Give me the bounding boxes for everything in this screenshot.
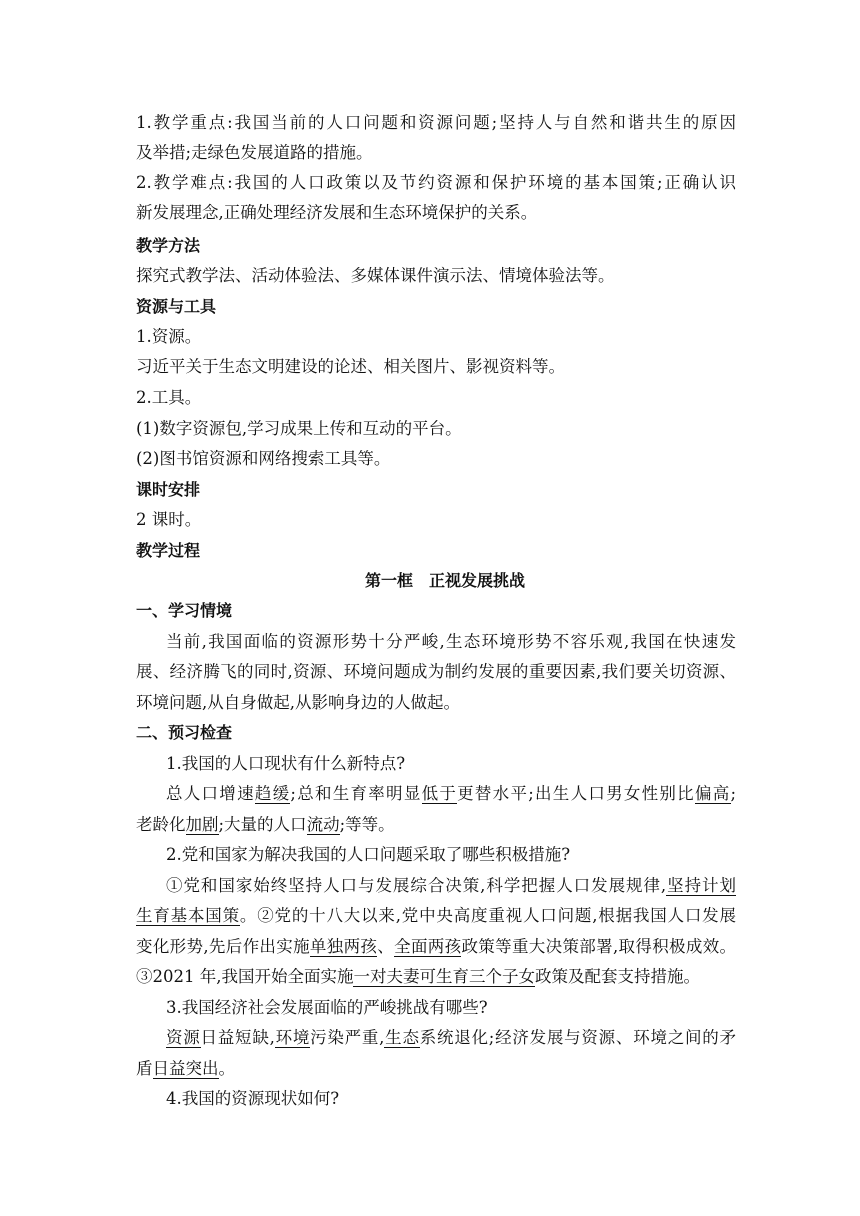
answer-2-line-1: ①党和国家始终坚持人口与发展综合决策,科学把握人口发展规律,坚持计划 <box>166 876 736 895</box>
answer-blank: 一对夫妻可生育三个子女 <box>353 967 535 986</box>
answer-blank: 生态 <box>384 1028 420 1047</box>
context-line-3: 环境问题,从自身做起,从影响身边的人做起。 <box>136 693 460 712</box>
schedule-text: 2 课时。 <box>136 510 202 529</box>
question-3: 3.我国经济社会发展面临的严峻挑战有哪些? <box>166 998 488 1017</box>
answer-3-line-2: 盾日益突出。 <box>136 1059 235 1078</box>
difficulties-line-1: 2.教学难点:我国的人口政策以及节约资源和保护环境的基本国策;正确认识 <box>136 173 736 192</box>
question-4: 4.我国的资源现状如何? <box>166 1089 340 1108</box>
difficulties-line-2: 新发展理念,正确处理经济发展和生态环境保护的关系。 <box>136 203 538 222</box>
key-points-line-2: 及举措;走绿色发展道路的措施。 <box>136 143 373 162</box>
process-heading: 教学过程 <box>136 541 201 560</box>
answer-blank: 加剧 <box>185 815 219 834</box>
resources-item-1: 1.资源。 <box>136 327 202 346</box>
answer-2-line-3: 变化形势,先后作出实施单独两孩、全面两孩政策等重大决策部署,取得积极成效。 <box>136 937 737 956</box>
key-points-line-1: 1.教学重点:我国当前的人口问题和资源问题;坚持人与自然和谐共生的原因 <box>136 113 736 132</box>
answer-2-line-4: ③2021 年,我国开始全面实施一对夫妻可生育三个子女政策及配套支持措施。 <box>136 967 700 986</box>
answer-blank: 低于 <box>421 784 458 803</box>
resources-heading: 资源与工具 <box>136 297 217 316</box>
resources-item-2b: (2)图书馆资源和网络搜索工具等。 <box>136 449 391 468</box>
answer-blank: 单独两孩 <box>309 937 378 956</box>
answer-1-line-2: 老龄化加剧;大量的人口流动;等等。 <box>136 815 395 834</box>
answer-1-line-1: 总人口增速趋缓;总和生育率明显低于更替水平;出生人口男女性别比偏高; <box>166 784 737 803</box>
answer-blank: 生育基本国策 <box>136 906 240 925</box>
context-line-2: 展、经济腾飞的同时,资源、环境问题成为制约发展的重要因素,我们要关切资源、 <box>136 662 736 681</box>
answer-blank: 趋缓 <box>254 784 291 803</box>
context-heading: 一、学习情境 <box>136 601 233 620</box>
answer-blank: 流动 <box>306 815 340 834</box>
answer-blank: 全面两孩 <box>394 937 462 956</box>
answer-3-line-1: 资源日益短缺,环境污染严重,生态系统退化;经济发展与资源、环境之间的矛 <box>166 1028 737 1047</box>
answer-blank: 资源 <box>166 1028 201 1047</box>
context-line-1: 当前,我国面临的资源形势十分严峻,生态环境形势不容乐观,我国在快速发 <box>166 632 736 651</box>
resources-item-2: 2.工具。 <box>136 388 202 407</box>
preview-heading: 二、预习检查 <box>136 723 233 742</box>
section-title: 第一框 正视发展挑战 <box>364 571 525 590</box>
question-1: 1.我国的人口现状有什么新特点? <box>166 754 406 773</box>
answer-2-line-2: 生育基本国策。②党的十八大以来,党中央高度重视人口问题,根据我国人口发展 <box>136 906 736 925</box>
answer-blank: 偏高 <box>694 784 731 803</box>
answer-blank: 环境 <box>274 1028 311 1047</box>
schedule-heading: 课时安排 <box>136 480 201 499</box>
methods-text: 探究式教学法、活动体验法、多媒体课件演示法、情境体验法等。 <box>136 266 615 285</box>
resources-item-1-text: 习近平关于生态文明建设的论述、相关图片、影视资料等。 <box>136 357 565 376</box>
question-2: 2.党和国家为解决我国的人口问题采取了哪些积极措施? <box>166 845 571 864</box>
resources-item-2a: (1)数字资源包,学习成果上传和互动的平台。 <box>136 419 462 438</box>
answer-blank: 日益突出 <box>152 1059 219 1078</box>
answer-blank: 坚持计划 <box>666 876 736 895</box>
methods-heading: 教学方法 <box>136 236 201 255</box>
